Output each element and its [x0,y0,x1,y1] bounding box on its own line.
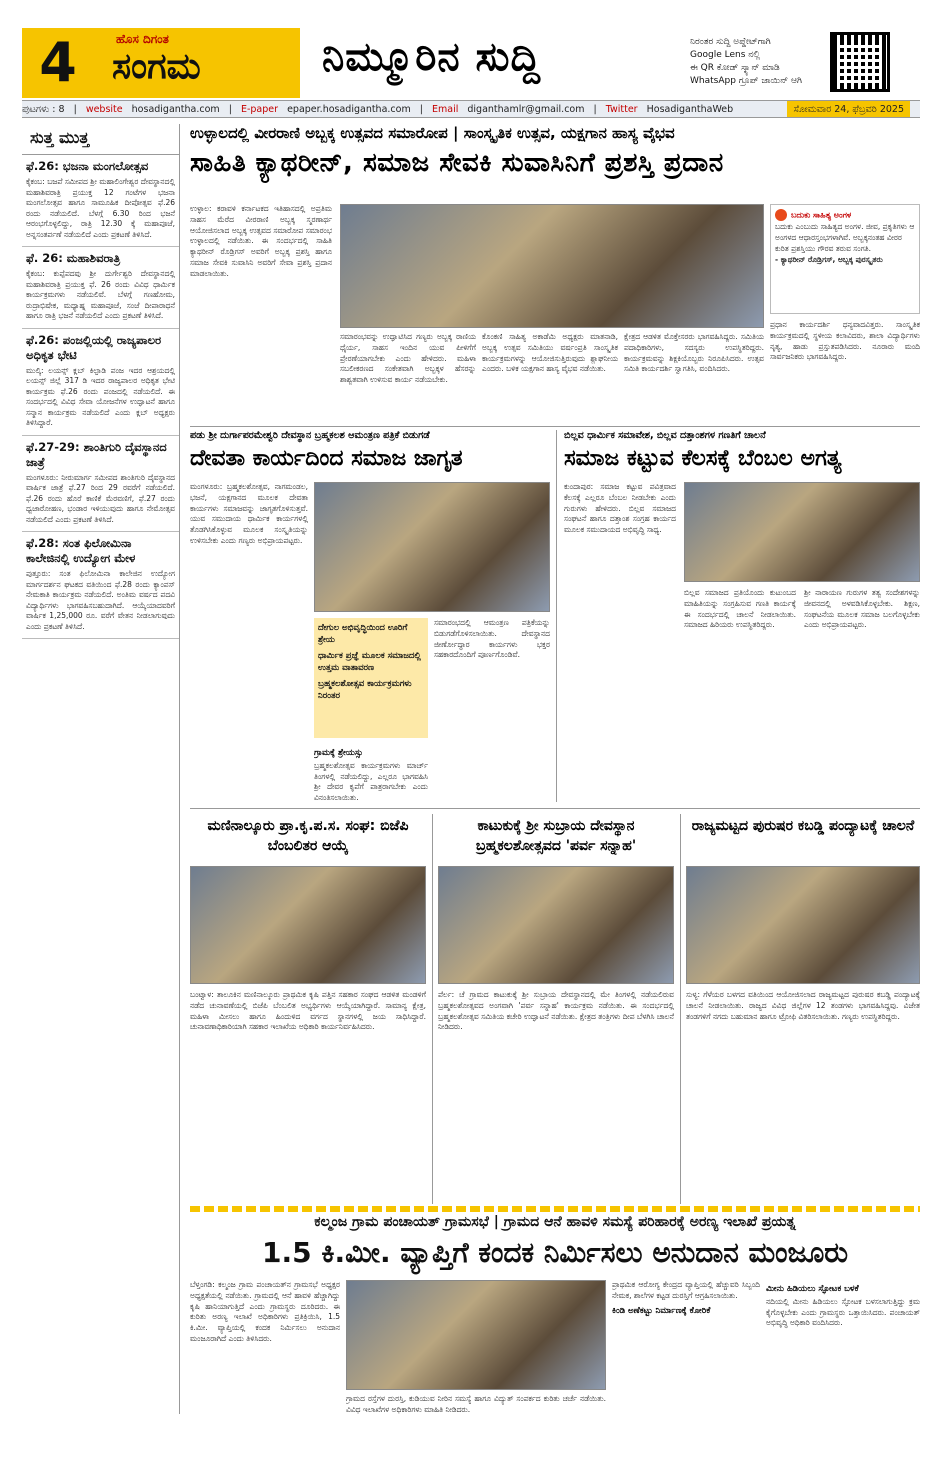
brand-logo [94,28,300,98]
brief-text: ಮಂಗಳೂರು: ನೀರುಮಾರ್ಗ ಸಮೀಪದ ಶಾಂತಿಗುರಿ ದೈವಸ್ಥಾನದ ವಾರ್ಷಿಕ ಜಾತ್ರೆ ಫೆ.27 ರಿಂದ 29 ರವರೆಗೆ ನಡೆಯಲಿದೆ. ಫೆ.26 ರಂದು ಹೊರೆ ಕಾಣಿಕೆ ಮೆರವಣಿಗೆ, ಫೆ.27 ರಂದು ಧ್ವಜಾರೋಹಣ, ಭಂಡಾರ ಇಳಿಯುವುದು ಹಾಗೂ ನೇಮೋತ್ಸವ ನಡೆಯಲಿದೆ ಎಂದು ಪ್ರಕಟಣೆ ತಿಳಿಸಿದೆ. [26,472,175,524]
brief-head: ಫೆ.26: ಪಂಜಲ್ಲಿಯಲ್ಲಿ ರಾಜ್ಯಪಾಲರ ಅಧಿಕೃತ ಭೇಟಿ [26,332,162,362]
brief-head: ಫೆ.28: ಸಂತ ಫಿಲೋಮಿನಾ ಕಾಲೇಜಿನಲ್ಲಿ ಉದ್ಯೋಗ ಮೇಳ [26,536,136,565]
left-column [22,124,180,1414]
bottom-body-1: ಬೆಳ್ತಂಗಡಿ: ಕಲ್ಮಂಜ ಗ್ರಾಮ ಪಂಚಾಯತ್‌ನ ಗ್ರಾಮಸಭೆ ಅಧ್ಯಕ್ಷರ ಅಧ್ಯಕ್ಷತೆಯಲ್ಲಿ ನಡೆಯಿತು. ಗ್ರಾಮದಲ್ಲಿ ಆನೆ ಹಾವಳಿ ಹೆಚ್ಚಾಗಿದ್ದು ಕೃಷಿ ಹಾನಿಯಾಗುತ್ತಿದೆ ಎಂದು ಗ್ರಾಮಸ್ಥರು ದೂರಿದರು. ಈ ಕುರಿತು ಅರಣ್ಯ ಇಲಾಖೆ ಅಧಿಕಾರಿಗಳು ಪ್ರತಿಕ್ರಿಯಿಸಿ, 1.5 ಕಿ.ಮೀ. ವ್ಯಾಪ್ತಿಯಲ್ಲಿ ಕಂದಕ ನಿರ್ಮಿಸಲು ಅನುದಾನ ಮಂಜೂರಾಗಿದೆ ಎಂದು ತಿಳಿಸಿದರು. [190,1280,340,1343]
brief-item [22,436,179,533]
email-link[interactable]: diganthamlr@gmail.com [467,104,585,115]
section-title: ನಿಮ್ಮೂರಿನ ಸುದ್ದಿ [322,34,541,80]
lead-body-4: ಕ್ಷೇತ್ರದ ಆಡಳಿತ ಮೊಕ್ತೇಸರರು ಭಾಗವಹಿಸಿದ್ದರು. ಸಮಿತಿಯ ಪದಾಧಿಕಾರಿಗಳು, ಸದಸ್ಯರು ಉಪಸ್ಥಿತರಿದ್ದರು. ಕಾರ್ಯಕ್ರಮವನ್ನು ಶಿಕ್ಷಕಿಯೊಬ್ಬರು ನಿರೂಪಿಸಿದರು. ಉತ್ಸವ ಸಮಿತಿ ಕಾರ್ಯದರ್ಶಿ ಸ್ವಾಗತಿಸಿ, ವಂದಿಸಿದರು. [624,332,764,374]
row3-photo-2 [438,866,674,984]
page-count: ಪುಟಗಳು : 8 [22,104,65,115]
story-right-kicker: ಬಿಲ್ಲವ ಧಾರ್ಮಿಕ ಸಮಾವೇಶ, ಬಿಲ್ಲವ ದತ್ತಾಂಶಗಳ ಗಣತಿಗೆ ಚಾಲನೆ [564,430,766,441]
brief-head: ಫೆ.26: ಭಜನಾ ಮಂಗಲೋತ್ಸವ [26,159,149,173]
lead-body-5: ಪ್ರಧಾನ ಕಾರ್ಯದರ್ಶಿ ಧನ್ಯವಾದವಿತ್ತರು. ಸಾಂಸ್ಕೃತಿಕ ಕಾರ್ಯಕ್ರಮದಲ್ಲಿ ಸ್ಥಳೀಯ ಕಲಾವಿದರು, ಶಾಲಾ ವಿದ್ಯಾರ್ಥಿಗಳು ನೃತ್ಯ, ಹಾಡು ಪ್ರಸ್ತುತಪಡಿಸಿದರು. ನೂರಾರು ಮಂದಿ ಸಾರ್ವಜನಿಕರು ಭಾಗವಹಿಸಿದ್ದರು. [770,320,920,362]
lead-body-3: ಕೊಂಕಣಿ ಸಾಹಿತ್ಯ ಅಕಾಡೆಮಿ ಅಧ್ಯಕ್ಷರು ಮಾತನಾಡಿ, ಅಬ್ಬಕ್ಕ ಉತ್ಸವ ಸಮಿತಿಯು ವರ್ಷಂಪ್ರತಿ ಸಾಂಸ್ಕೃತಿಕ ಕಾರ್ಯಕ್ರಮಗಳನ್ನು ಆಯೋಜಿಸುತ್ತಿರುವುದು ಶ್ಲಾಘನೀಯ ಎಂದರು. ಬಳಿಕ ಯಕ್ಷಗಾನ ಹಾಸ್ಯ ವೈಭವ ನಡೆಯಿತು. [482,332,618,374]
brief-text: ಕೈಕಂಬ: ಬಜಪೆ ಸಮೀಪದ ಶ್ರೀ ಮಹಾಲಿಂಗೇಶ್ವರ ದೇವಸ್ಥಾನದಲ್ಲಿ ಮಹಾಶಿವರಾತ್ರಿ ಪ್ರಯುಕ್ತ 12 ಗಂಟೆಗಳ ಭಜನಾ ಮಂಗಲೋತ್ಸವ ಹಾಗೂ ಸಾಮೂಹಿಕ ದೀಪೋತ್ಸವ ಫೆ.26 ರಂದು ನಡೆಯಲಿದೆ. ಬೆಳಗ್ಗೆ 6.30 ರಿಂದ ಭಜನೆ ಆರಂಭಗೊಳ್ಳಲಿದ್ದು, ರಾತ್ರಿ 12.30 ಕ್ಕೆ ಮಹಾಪೂಜೆ, ಅನ್ನಸಂತರ್ಪಣೆ ನಡೆಯಲಿದೆ ಎಂದು ಪ್ರಕಟಣೆ ತಿಳಿಸಿದೆ. [26,177,175,239]
issue-date: ಸೋಮವಾರ 24, ಫೆಬ್ರವರಿ 2025 [787,101,910,118]
story-left-subhead: ಗ್ರಾಮಕ್ಕೆ ಶ್ರೇಯಸ್ಸು [314,748,363,758]
bottom-body-4-text: ನದಿಯಲ್ಲಿ ಮೀನು ಹಿಡಿಯಲು ಸ್ಫೋಟಕ ಬಳಸಲಾಗುತ್ತಿದ್ದು ಕ್ರಮ ಕೈಗೊಳ್ಳಬೇಕು ಎಂದು ಗ್ರಾಮಸ್ಥರು ಒತ್ತಾಯಿಸಿದರು. ಪಂಚಾಯತ್ ಅಭಿವೃದ್ಧಿ ಅಧಿಕಾರಿ ವಂದಿಸಿದರು. [766,1296,920,1328]
story-left-body-2: ಸಮಾರಂಭದಲ್ಲಿ ಆಮಂತ್ರಣ ಪತ್ರಿಕೆಯನ್ನು ಬಿಡುಗಡೆಗೊಳಿಸಲಾಯಿತು. ದೇವಸ್ಥಾನದ ಜೀರ್ಣೋದ್ಧಾರ ಕಾರ್ಯಗಳು ಭಕ್ತರ ಸಹಕಾರದೊಂದಿಗೆ ಪೂರ್ಣಗೊಂಡಿವೆ. [434,618,550,660]
lead-body-1: ಉಳ್ಳಾಲ: ಕರಾವಳಿ ಕರ್ನಾಟಕದ ಇತಿಹಾಸದಲ್ಲಿ ಅಪ್ರತಿಮ ಸಾಹಸ ಮೆರೆದ ವೀರರಾಣಿ ಅಬ್ಬಕ್ಕ ಸ್ಮರಣಾರ್ಥ ಆಯೋಜಿಸಲಾದ ಅಬ್ಬಕ್ಕ ಉತ್ಸವದ ಸಮಾರೋಪ ಸಮಾರಂಭ ಉಳ್ಳಾಲದಲ್ಲಿ ನಡೆಯಿತು. ಈ ಸಂದರ್ಭದಲ್ಲಿ ಸಾಹಿತಿ ಕ್ಯಾಥರೀನ್ ರೊಡ್ರಿಗಸ್ ಅವರಿಗೆ ಅಬ್ಬಕ್ಕ ಪ್ರಶಸ್ತಿ ಹಾಗೂ ಸಮಾಜ ಸೇವಕಿ ಸುವಾಸಿನಿ ಅವರಿಗೆ ಸೇವಾ ಪ್ರಶಸ್ತಿ ಪ್ರದಾನ ಮಾಡಲಾಯಿತು. [190,204,332,278]
website-link[interactable]: hosadigantha.com [131,104,220,115]
story-left-headline: ದೇವತಾ ಕಾರ್ಯದಿಂದ ಸಮಾಜ ಜಾಗೃತ [190,446,463,471]
row3-body-2: ಪೆರ್ಲ: ಚೆ ಗ್ರಾಮದ ಕಾಟುಕುಕ್ಕೆ ಶ್ರೀ ಸುಬ್ರಾಯ ದೇವಸ್ಥಾನದಲ್ಲಿ ಮೇ ತಿಂಗಳಲ್ಲಿ ನಡೆಯಲಿರುವ ಬ್ರಹ್ಮಕಲಶೋತ್ಸವದ ಅಂಗವಾಗಿ 'ಪರ್ವ ಸನ್ನಾಹ' ಕಾರ್ಯಕ್ರಮ ನಡೆಯಿತು. ಈ ಸಂದರ್ಭದಲ್ಲಿ ಬ್ರಹ್ಮಕಲಶೋತ್ಸವ ಸಮಿತಿಯ ಕಚೇರಿ ಉದ್ಘಾಟನೆ ನಡೆಯಿತು. ಕ್ಷೇತ್ರದ ತಂತ್ರಿಗಳು ದೀಪ ಬೆಳಗಿಸಿ ಚಾಲನೆ ನೀಡಿದರು. [438,990,674,1032]
divider [190,426,920,427]
bullet-item: ಬ್ರಹ್ಮಕಲಶೋತ್ಸವ ಕಾರ್ಯಕ್ರಮಗಳು ನಿರಂತರ [318,679,412,701]
brand-small: ಹೊಸ ದಿಗಂತ [116,32,169,46]
column-title: ಸುತ್ತ ಮುತ್ತ [22,124,179,155]
brief-item [22,532,179,639]
brief-text: ಕೈಕಂಬ: ಕುಪ್ಪೆಪದವು ಶ್ರೀ ದುರ್ಗೇಶ್ವರಿ ದೇವಸ್ಥಾನದಲ್ಲಿ ಮಹಾಶಿವರಾತ್ರಿ ಪ್ರಯುಕ್ತ ಫೆ. 26 ರಂದು ವಿವಿಧ ಧಾರ್ಮಿಕ ಕಾರ್ಯಕ್ರಮಗಳು ನಡೆಯಲಿವೆ. ಬೆಳಗ್ಗೆ ಗಣಹೋಮ, ರುದ್ರಾಭಿಷೇಕ, ಮಧ್ಯಾಹ್ನ ಮಹಾಪೂಜೆ, ಸಂಜೆ ದೀಪಾರಾಧನೆ ಹಾಗೂ ರಾತ್ರಿ ಭಜನೆ ನಡೆಯಲಿದೆ ಎಂದು ಪ್ರಕಟಣೆ ತಿಳಿಸಿದೆ. [26,269,175,320]
brand-big: ಸಂಗಮ [112,46,201,87]
lead-photo [340,204,764,328]
divider-strip [190,1206,920,1212]
row3-photo-3 [686,866,920,984]
row3-headline-1: ಮಣಿನಾಲ್ಕೂರು ಪ್ರಾ.ಕೃ.ಪ.ಸ. ಸಂಘ: ಬಿಜೆಪಿ ಬೆಂಬಲಿತರ ಆಯ್ಕೆ [207,818,409,854]
qr-note-line: ಈ QR ಕೋಡ್ ಸ್ಕ್ಯಾನ್ ಮಾಡಿ [690,63,780,73]
qr-note-line: Google Lens ನಲ್ಲಿ [690,50,761,60]
brief-head: ಫೆ. 26: ಮಹಾಶಿವರಾತ್ರಿ [26,251,121,265]
bottom-subhead-1: ಕಿಂಡಿ ಅಣೆಕಟ್ಟು ನಿರ್ಮಾಣಕ್ಕೆ ಕೋರಿಕೆ [612,1305,711,1316]
lead-body-2: ಸಮಾರಂಭವನ್ನು ಉದ್ಘಾಟಿಸಿದ ಗಣ್ಯರು ಅಬ್ಬಕ್ಕ ರಾಣಿಯ ಧೈರ್ಯ, ಸಾಹಸ ಇಂದಿನ ಯುವ ಪೀಳಿಗೆಗೆ ಪ್ರೇರಣೆಯಾಗಬೇಕು ಎಂದು ಹೇಳಿದರು. ಮಹಿಳಾ ಸಬಲೀಕರಣದ ಸಂಕೇತವಾಗಿ ಅಬ್ಬಕ್ಕಳ ಹೆಸರನ್ನು ಶಾಶ್ವತವಾಗಿ ಉಳಿಸುವ ಕಾರ್ಯ ನಡೆಯಬೇಕು. [340,332,476,385]
info-bar: ಪುಟಗಳು : 8 | website hosadigantha.com | E-paper epaper.hosadigantha.com | Email diganthamlr@gmail.com | Twitter HosadiganthaWeb ಸೋಮವಾರ 24, ಫೆಬ್ರವರಿ 2025 [22,100,920,118]
bottom-body-3 [612,1280,760,1414]
bottom-body-4 [766,1280,920,1414]
qr-code-icon[interactable] [830,32,890,92]
story-left-body-3-text: ಬ್ರಹ್ಮಕಲಶೋತ್ಸವ ಕಾರ್ಯಕ್ರಮಗಳು ಮಾರ್ಚ್ ತಿಂಗಳಲ್ಲಿ ನಡೆಯಲಿದ್ದು, ಎಲ್ಲರೂ ಭಾಗವಹಿಸಿ ಶ್ರೀ ದೇವರ ಕೃಪೆಗೆ ಪಾತ್ರರಾಗಬೇಕು ಎಂದು ವಿನಂತಿಸಲಾಯಿತು. [314,760,428,802]
quote-text: ಬದುಕು ಎಂಬುದು ಸಾಹಿತ್ಯದ ಅಂಗಳ. ಜೀವ, ಪ್ರಕೃತಿಗಳು ಆ ಅಂಗಳದ ಆಧಾರಸ್ತಂಭಗಳಾಗಿವೆ. ಅಬ್ಬಕ್ಕನಂತಹ ವೀರರ ಕುರಿತ ಪ್ರಶಸ್ತಿಯು ಗೌರವ ತರುವ ಸಂಗತಿ. [775,222,915,253]
website-label: website [85,104,123,115]
quote-box [770,204,920,314]
main-area [190,124,920,1414]
epaper-label: E-paper [240,104,279,115]
story-left-bullets [314,618,428,738]
quote-tag: ಬದುಕು ಸಾಹಿತ್ಯ ಅಂಗಳ [791,210,852,220]
bullet-item: ದೇಗುಲ ಅಭಿವೃದ್ಧಿಯಿಂದ ಊರಿಗೆ ಶ್ರೇಯ [318,623,408,645]
story-left-body-3 [314,744,428,802]
row3-headline-2: ಕಾಟುಕುಕ್ಕೆ ಶ್ರೀ ಸುಬ್ರಾಯ ದೇವಸ್ಥಾನ ಬ್ರಹ್ಮಕಲಶೋತ್ಸವದ 'ಪರ್ವ ಸನ್ನಾಹ' [475,818,637,854]
bottom-body-3-text: ಪ್ರಾಥಮಿಕ ಆರೋಗ್ಯ ಕೇಂದ್ರದ ವ್ಯಾಪ್ತಿಯಲ್ಲಿ ಹೆಚ್ಚುವರಿ ಸಿಬ್ಬಂದಿ ನೇಮಕ, ಶಾಲೆಗಳ ಕಟ್ಟಡ ದುರಸ್ತಿಗೆ ಆಗ್ರಹಿಸಲಾಯಿತು. [612,1280,760,1300]
brief-text: ಮುಲ್ಕಿ: ಲಯನ್ಸ್ ಕ್ಲಬ್ ಕಿಲ್ಪಾಡಿ ಪಂಜ ಇದರ ಆಶ್ರಯದಲ್ಲಿ ಲಯನ್ಸ್ ಜಿಲ್ಲೆ 317 ಡಿ ಇದರ ರಾಜ್ಯಪಾಲರ ಅಧಿಕೃತ ಭೇಟಿ ಕಾರ್ಯಕ್ರಮ ಫೆ.26 ರಂದು ಪಂಜದಲ್ಲಿ ನಡೆಯಲಿದೆ. ಈ ಸಂದರ್ಭದಲ್ಲಿ ವಿವಿಧ ಸೇವಾ ಯೋಜನೆಗಳ ಉದ್ಘಾಟನೆ ಹಾಗೂ ಸನ್ಮಾನ ಕಾರ್ಯಕ್ರಮ ನಡೆಯಲಿದೆ ಎಂದು ಕ್ಲಬ್ ಅಧ್ಯಕ್ಷರು ತಿಳಿಸಿದ್ದಾರೆ. [26,365,175,427]
bottom-headline: 1.5 ಕಿ.ಮೀ. ವ್ಯಾಪ್ತಿಗೆ ಕಂದಕ ನಿರ್ಮಿಸಲು ಅನುದಾನ ಮಂಜೂರು [262,1236,848,1269]
lead-headline: ಸಾಹಿತಿ ಕ್ಯಾಥರೀನ್, ಸಮಾಜ ಸೇವಕಿ ಸುವಾಸಿನಿಗೆ ಪ್ರಶಸ್ತಿ ಪ್ರದಾನ [190,148,724,178]
brief-item [22,329,179,436]
masthead [22,28,920,98]
twitter-label: Twitter [605,104,638,115]
epaper-link[interactable]: epaper.hosadigantha.com [287,104,411,115]
quote-credit: - ಕ್ಯಾಥರೀನ್ ರೊಡ್ರಿಗಸ್, ಅಬ್ಬಕ್ಕ ಪುರಸ್ಕೃತರು [775,255,883,264]
row3-photo-1 [190,866,426,984]
divider [556,430,557,802]
brief-text: ಪುತ್ತೂರು: ಸಂತ ಫಿಲೋಮಿನಾ ಕಾಲೇಜಿನ ಉದ್ಯೋಗ ಮಾರ್ಗದರ್ಶನ ಘಟಕದ ವತಿಯಿಂದ ಫೆ.28 ರಂದು ಕ್ಯಾಂಪಸ್ ನೇಮಕಾತಿ ಕಾರ್ಯಕ್ರಮ ನಡೆಯಲಿದೆ. ಅಂತಿಮ ವರ್ಷದ ಪದವಿ ವಿದ್ಯಾರ್ಥಿಗಳು ಭಾಗವಹಿಸಬಹುದಾಗಿದೆ. ಆಯ್ಕೆಯಾದವರಿಗೆ ವಾರ್ಷಿಕ 1,25,000 ರೂ. ವರೆಗೆ ವೇತನ ನೀಡಲಾಗುವುದು ಎಂದು ಪ್ರಕಟಣೆ ತಿಳಿಸಿದೆ. [26,569,175,631]
qr-note-line: ನಿರಂತರ ಸುದ್ದಿ ಅಪ್ಡೇಟ್‌ಗಾಗಿ [690,37,771,47]
story-left-body-1: ಮಂಗಳೂರು: ಬ್ರಹ್ಮಕಲಶೋತ್ಸವ, ನಾಗಮಂಡಲ, ಭಜನೆ, ಯಕ್ಷಗಾನದ ಮೂಲಕ ದೇವತಾ ಕಾರ್ಯಗಳು ಸಮಾಜವನ್ನು ಜಾಗೃತಗೊಳಿಸುತ್ತವೆ. ಯುವ ಸಮುದಾಯ ಧಾರ್ಮಿಕ ಕಾರ್ಯಗಳಲ್ಲಿ ತೊಡಗಿಸಿಕೊಳ್ಳುವ ಮೂಲಕ ಸಂಸ್ಕೃತಿಯನ್ನು ಉಳಿಸಬೇಕು ಎಂದು ಗಣ್ಯರು ಅಭಿಪ್ರಾಯಪಟ್ಟರು. [190,482,308,545]
bottom-photo [346,1280,606,1390]
story-right-photo [684,482,920,582]
email-label: Email [431,104,459,115]
divider [432,814,433,1204]
row3-body-3: ಸುಳ್ಯ: ಗೆಳೆಯರ ಬಳಗದ ವತಿಯಿಂದ ಆಯೋಜಿಸಲಾದ ರಾಜ್ಯಮಟ್ಟದ ಪುರುಷರ ಕಬಡ್ಡಿ ಪಂದ್ಯಾಟಕ್ಕೆ ಚಾಲನೆ ನೀಡಲಾಯಿತು. ರಾಜ್ಯದ ವಿವಿಧ ಜಿಲ್ಲೆಗಳ 12 ತಂಡಗಳು ಭಾಗವಹಿಸಿದ್ದವು. ವಿಜೇತ ತಂಡಗಳಿಗೆ ನಗದು ಬಹುಮಾನ ಹಾಗೂ ಟ್ರೋಫಿ ವಿತರಿಸಲಾಯಿತು. ಗಣ್ಯರು ಉಪಸ್ಥಿತರಿದ್ದರು. [686,990,920,1021]
qr-note [690,36,810,88]
story-left-kicker: ಪಡು ಶ್ರೀ ದುರ್ಗಾಪರಮೇಶ್ವರಿ ದೇವಸ್ಥಾನ ಬ್ರಹ್ಮಕಲಶ ಆಮಂತ್ರಣ ಪತ್ರಿಕೆ ಬಿಡುಗಡೆ [190,430,430,441]
twitter-link[interactable]: HosadiganthaWeb [646,104,734,115]
lead-kicker: ಉಳ್ಳಾಲದಲ್ಲಿ ವೀರರಾಣಿ ಅಬ್ಬಕ್ಕ ಉತ್ಸವದ ಸಮಾರೋಪ | ಸಾಂಸ್ಕೃತಿಕ ಉತ್ಸವ, ಯಕ್ಷಗಾನ ಹಾಸ್ಯ ವೈಭವ [190,124,675,142]
story-left-photo [314,482,550,612]
brief-item [22,155,179,247]
divider [190,808,920,809]
story-right-body-3: ಶ್ರೀ ನಾರಾಯಣ ಗುರುಗಳ ತತ್ವ ಸಂದೇಶಗಳನ್ನು ಜೀವನದಲ್ಲಿ ಅಳವಡಿಸಿಕೊಳ್ಳಬೇಕು. ಶಿಕ್ಷಣ, ಸಂಘಟನೆಯ ಮೂಲಕ ಸಮಾಜ ಬಲಗೊಳ್ಳಬೇಕು ಎಂದು ಅಭಿಪ್ರಾಯಪಟ್ಟರು. [804,588,920,630]
qr-note-line: WhatsApp ಗ್ರೂಪ್ ಜಾಯಿನ್ ಆಗಿ [690,76,802,86]
bottom-kicker: ಕಲ್ಮಂಜ ಗ್ರಾಮ ಪಂಚಾಯತ್ ಗ್ರಾಮಸಭೆ | ಗ್ರಾಮದ ಆನೆ ಹಾವಳಿ ಸಮಸ್ಯೆ ಪರಿಹಾರಕ್ಕೆ ಅರಣ್ಯ ಇಲಾಖೆ ಪ್ರಯತ್ನ [314,1214,796,1230]
brief-head: ಫೆ.27-29: ಶಾಂತಿಗುರಿ ದೈವಸ್ಥಾನದ ಜಾತ್ರೆ [26,439,167,469]
story-right-body-1: ಕುಂದಾಪುರ: ಸಮಾಜ ಕಟ್ಟುವ ಪವಿತ್ರವಾದ ಕೆಲಸಕ್ಕೆ ಎಲ್ಲರೂ ಬೆಂಬಲ ನೀಡಬೇಕು ಎಂದು ಗುರುಗಳು ಹೇಳಿದರು. ಬಿಲ್ಲವ ಸಮಾಜದ ಸಂಘಟನೆ ಹಾಗೂ ದತ್ತಾಂಶ ಸಂಗ್ರಹ ಕಾರ್ಯದ ಮೂಲಕ ಸಮುದಾಯದ ಅಭಿವೃದ್ಧಿ ಸಾಧ್ಯ. [564,482,676,535]
page-number: 4 [22,28,94,98]
brief-item [22,247,179,329]
story-right-body-2: ಬಿಲ್ಲವ ಸಮಾಜದ ಪ್ರತಿಯೊಂದು ಕುಟುಂಬದ ಮಾಹಿತಿಯನ್ನು ಸಂಗ್ರಹಿಸುವ ಗಣತಿ ಕಾರ್ಯಕ್ಕೆ ಈ ಸಂದರ್ಭದಲ್ಲಿ ಚಾಲನೆ ನೀಡಲಾಯಿತು. ಸಮಾಜದ ಹಿರಿಯರು ಉಪಸ್ಥಿತರಿದ್ದರು. [684,588,796,630]
divider [680,814,681,1204]
story-right-headline: ಸಮಾಜ ಕಟ್ಟುವ ಕೆಲಸಕ್ಕೆ ಬೆಂಬಲ ಅಗತ್ಯ [564,446,842,471]
bullet-item: ಧಾರ್ಮಿಕ ಪ್ರಜ್ಞೆ ಮೂಲಕ ಸಮಾಜದಲ್ಲಿ ಉತ್ತಮ ವಾತಾವರಣ [318,651,421,673]
bottom-subhead-2: ಮೀನು ಹಿಡಿಯಲು ಸ್ಫೋಟಕ ಬಳಕೆ [766,1284,859,1294]
bottom-body-2: ಗ್ರಾಮದ ರಸ್ತೆಗಳ ದುರಸ್ತಿ, ಕುಡಿಯುವ ನೀರಿನ ಸಮಸ್ಯೆ ಹಾಗೂ ವಿದ್ಯುತ್ ಸಂಪರ್ಕದ ಕುರಿತು ಚರ್ಚೆ ನಡೆಯಿತು. ವಿವಿಧ ಇಲಾಖೆಗಳ ಅಧಿಕಾರಿಗಳು ಮಾಹಿತಿ ನೀಡಿದರು. [346,1394,606,1414]
row3-headline-3: ರಾಜ್ಯಮಟ್ಟದ ಪುರುಷರ ಕಬಡ್ಡಿ ಪಂದ್ಯಾಟಕ್ಕೆ ಚಾಲನೆ [691,818,915,834]
row3-body-1: ಬಂಟ್ವಾಳ: ತಾಲೂಕಿನ ಮಣಿನಾಲ್ಕೂರು ಪ್ರಾಥಮಿಕ ಕೃಷಿ ಪತ್ತಿನ ಸಹಕಾರ ಸಂಘದ ಆಡಳಿತ ಮಂಡಳಿಗೆ ನಡೆದ ಚುನಾವಣೆಯಲ್ಲಿ ಬಿಜೆಪಿ ಬೆಂಬಲಿತ ಅಭ್ಯರ್ಥಿಗಳು ಆಯ್ಕೆಯಾಗಿದ್ದಾರೆ. ಸಾಮಾನ್ಯ ಕ್ಷೇತ್ರ, ಮಹಿಳಾ ಮೀಸಲು ಹಾಗೂ ಹಿಂದುಳಿದ ವರ್ಗದ ಸ್ಥಾನಗಳಲ್ಲಿ ಜಯ ಸಾಧಿಸಿದ್ದಾರೆ. ಚುನಾವಣಾಧಿಕಾರಿಯಾಗಿ ಸಹಕಾರ ಇಲಾಖೆಯ ಅಧಿಕಾರಿ ಕಾರ್ಯನಿರ್ವಹಿಸಿದರು. [190,990,426,1032]
quote-mark-icon [775,209,787,221]
